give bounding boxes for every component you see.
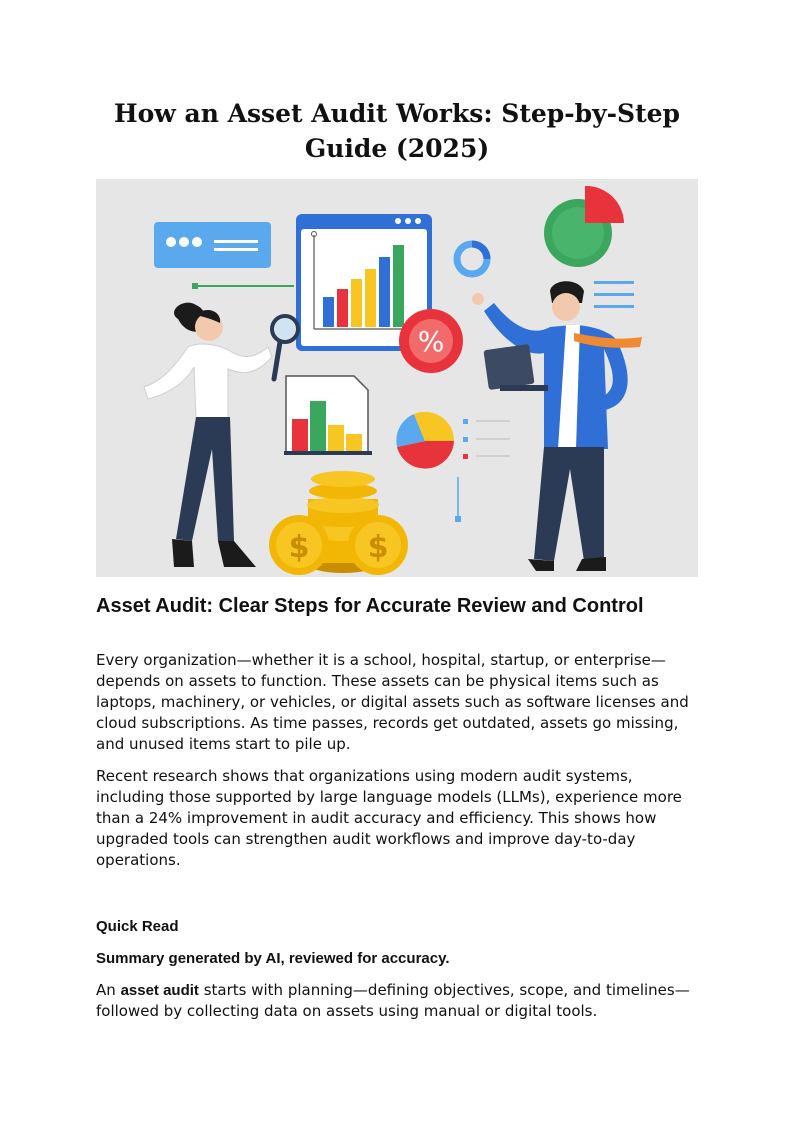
- section-heading: Asset Audit: Clear Steps for Accurate Review and Control: [96, 595, 644, 617]
- research-paragraph: Recent research shows that organizations using modern audit systems, including those supported by large language models (LLMs), experience more than a 24% improvement in audit accuracy and efficiency. This shows how upgraded tools can strengthen audit workflows and improve day-to-day operations.: [96, 767, 682, 869]
- pie-chart-icon: [544, 186, 624, 267]
- summary-term: asset audit: [120, 982, 199, 999]
- quick-read-heading: Quick Read: [96, 918, 179, 935]
- man-presenter-figure: [472, 281, 642, 571]
- summary-paragraph: [96, 980, 696, 1022]
- summary-intro: An: [96, 981, 116, 999]
- page-title: How an Asset Audit Works: Step-by-Step Guide (2025): [113, 99, 681, 163]
- pie-chart-small-icon: [396, 412, 510, 522]
- hero-image: [96, 179, 698, 577]
- chat-card-icon: [154, 222, 294, 289]
- coin-stack-icon: [269, 471, 408, 575]
- summary-rest: starts with planning—defining objectives, scope, and timelines— followed by collecting data on assets using manual or digital tools.: [96, 981, 690, 1020]
- donut-chart-icon: [457, 244, 487, 274]
- asset-audit-illustration: [96, 179, 698, 577]
- svg-text:%: %: [417, 325, 445, 358]
- svg-text:$: $: [367, 530, 389, 565]
- ai-summary-note: Summary generated by AI, reviewed for accuracy.: [96, 950, 450, 967]
- list-lines-icon: [594, 281, 634, 308]
- document-chart-icon: [284, 376, 372, 455]
- percent-badge-icon: [399, 309, 463, 373]
- svg-text:$: $: [288, 530, 310, 565]
- intro-paragraph: Every organization—whether it is a school, hospital, startup, or enterprise—depends on assets to function. These assets can be physical items such as laptops, machinery, or vehicles, or digital assets such as software licenses and cloud subscriptions. As time passes, records get outdated, assets go missing, and unused items start to pile up.: [96, 651, 689, 753]
